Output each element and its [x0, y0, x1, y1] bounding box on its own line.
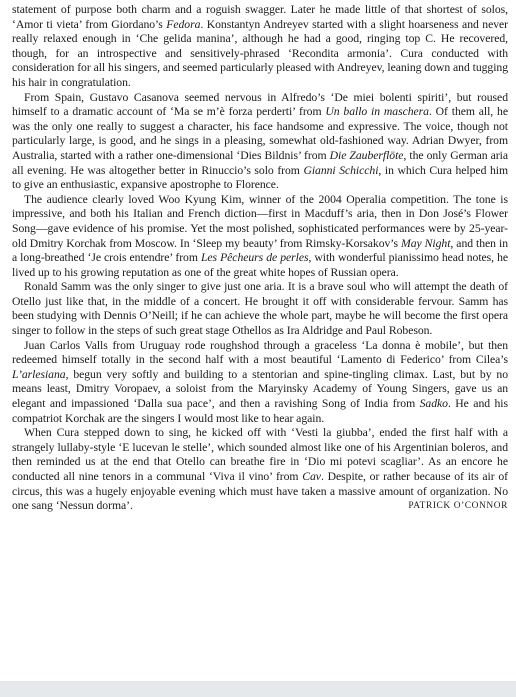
paragraph — [12, 3, 508, 91]
page-bottom-band — [0, 681, 516, 697]
paragraph — [12, 280, 508, 338]
text-run: The audience clearly loved Woo Kyung Kim, winner of the 2004 Operalia competition. The tone is impressive, and both his Italian and French diction—first in Macduff’s aria, then in Don José’s Flower Song—gave evidence of his promise. Yet the most polished, sophisticated performances were by 25-year-old Dmitry Korchak from Moscow. In ‘Sleep my beauty’ from Rimsky-Korsakov’s — [12, 192, 508, 250]
italic-title: L’arlesiana — [12, 367, 66, 381]
italic-title: May Night — [401, 236, 451, 250]
text-run: Ronald Samm was the only singer to give just one aria. It is a brave soul who will attempt the death of Otello just like that, in the middle of a concert. He brought it off with considerable fervour. Samm has been studying with Dennis O’Neill; if he can achieve the whole part, maybe he will become the first opera singer to follow in the steps of such great stage Othellos as Ira Aldridge and Paul Robeson. — [12, 280, 508, 338]
paragraph — [12, 339, 508, 427]
paragraph — [12, 426, 508, 514]
text-run: , with wonderful pianissimo head notes, he lived up to his growing reputation as one of the great white hopes of Russian opera. — [12, 251, 509, 279]
author-byline: PATRICK O’CONNOR — [408, 501, 508, 512]
italic-title: Un ballo in maschera — [325, 105, 429, 119]
text-run: . He and his compatriot Korchak are the singers I would most like to hear again. — [12, 397, 509, 425]
paragraph — [12, 193, 508, 281]
text-run: When Cura stepped down to sing, he kicked off with ‘Vesti la giubba’, ended the first half with a strangely lullaby-style ‘E lucevan le stelle’, which sounded almost like one of his Argentinian boleros, and then reminded us at the end that Otello can breathe fire in ‘Dio mi potevi scagliar’. As an encore he conducted all nine tenors in a communal ‘Viva il vino’ from — [12, 426, 508, 483]
article-body — [12, 3, 508, 514]
text-run: From Spain, Gustavo Casanova seemed nervous in Alfredo’s ‘De miei bolenti spiriti’, but roused himself to a dramatic account of ‘Ma se m’è forza perderti’ from — [12, 90, 508, 119]
text-run: , in which Cura helped him to give an enthusiastic, expansive apostrophe to Florence. — [12, 163, 508, 192]
text-run: . Despite, or rather because of its air of circus, this was a hugely enjoyable evening which must have taken a massive amount of organization. No one sang ‘Nessun dorma’. — [12, 470, 508, 513]
italic-title: Les Pêcheurs de perles — [200, 251, 309, 265]
text-run: . Konstantyn Andreyev started with a slight hoarseness and never really relaxed enough in ‘Che gelida manina’, although he had a good, ringing top C. He recovered, though, for an introspective and sensitively-phrased ‘Recondita armonia’. Cura conducted with consideration for all his singers, and seemed particularly pleased with Andreyev, leaning down and tugging his hair in congratulation. — [12, 17, 508, 89]
text-run: statement of purpose both charm and a roguish swagger. Later he made little of that shortest of solos, ‘Amor ti vieta’ from Giordano’s — [12, 3, 508, 31]
italic-title: Die Zauberflöte — [329, 148, 404, 162]
paragraph — [12, 91, 508, 193]
text-run: , begun very softly and building to a stentorian and spine-tingling climax. Last, but by no means least, Dmitry Voropaev, a soloist from the Maryinsky Academy of Young Singers, gave us an elegant and impassioned ‘Dalla sua pace’, and then a ravishing Song of India from — [12, 367, 508, 411]
italic-title: Gianni Schicchi — [303, 163, 379, 177]
text-run: , and then in a long-breathed ‘Je crois entendre’ from — [12, 236, 508, 265]
italic-title: Cav — [302, 470, 321, 483]
text-run: . Of them all, he was the only one really to suggest a character, his face handsome and expressive. The voice, though not particularly large, is good, and he sings in a pleasing, somewhat old-fashioned way. Adrian Dwyer, from Australia, started with a rather one-dimensional ‘Dies Bildnis’ from — [12, 105, 508, 162]
italic-title: Sadko — [419, 397, 448, 411]
italic-title: Fedora — [166, 17, 201, 31]
text-run: Juan Carlos Valls from Uruguay rode roughshod through a graceless ‘La donna è mobile’, but then redeemed himself totally in the second half with a most beautiful ‘Lamento di Federico’ from Cilea’s — [12, 338, 508, 367]
text-run: , the only German aria all evening. He was altogether better in Rinuccio’s solo from — [12, 148, 508, 177]
